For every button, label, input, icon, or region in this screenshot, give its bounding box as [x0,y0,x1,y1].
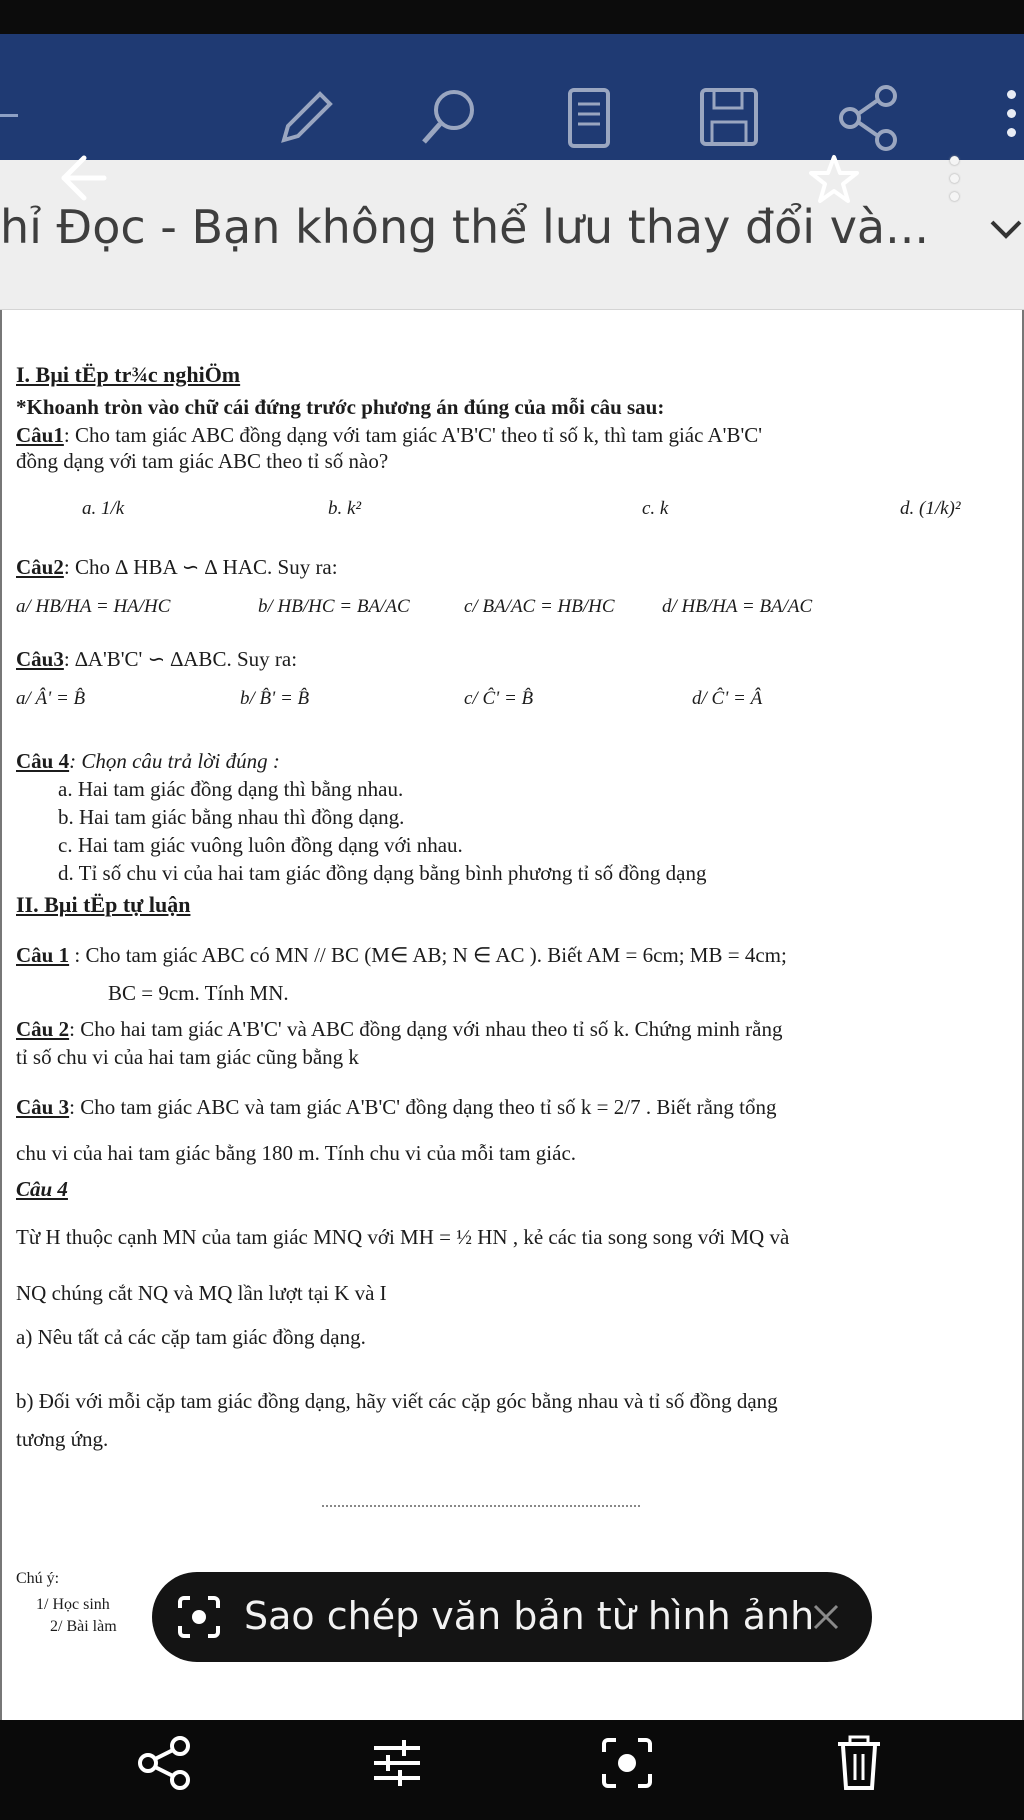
q4-option-b: b. Hai tam giác bằng nhau thì đồng dạng. [58,805,405,829]
question-label: Câu1 [16,423,64,447]
q1-option-c: c. k [642,498,669,519]
problem-4-label: Câu 4 [16,1177,68,1201]
q4-option-d: d. Tỉ số chu vi của hai tam giác đồng dạng bằng bình phương tỉ số đồng dạng [58,861,707,885]
divider [322,1505,640,1507]
q3-option-a: a/ Â' = B̂ [16,688,86,709]
question-text: : Cho tam giác ABC đồng dạng với tam giác A'B'C' theo tỉ số k, thì tam giác A'B'C' [63,423,763,447]
toolbar-edge [0,114,18,117]
problem-3-cont: chu vi của hai tam giác bằng 180 m. Tính chu vi của mỗi tam giác. [16,1141,577,1165]
app-toolbar [0,34,1024,160]
close-icon[interactable] [807,1598,845,1636]
problem-4-cont: NQ chúng cắt NQ và MQ lần lượt tại K và I [16,1281,387,1305]
problem-3 [16,1094,777,1120]
question-1-cont: đồng dạng với tam giác ABC theo tỉ số nào? [16,449,389,473]
problem-text: : Cho tam giác ABC có MN // BC (M∈ AB; N ∈ AC ). Biết AM = 6cm; MB = 4cm; [69,943,787,967]
q4-option-c: c. Hai tam giác vuông luôn đồng dạng với nhau. [58,833,463,857]
question-label: Câu2 [16,555,64,579]
save-icon[interactable] [694,82,764,152]
problem-4: Từ H thuộc cạnh MN của tam giác MNQ với MH = ½ HN , kẻ các tia song song với MQ và [16,1225,790,1249]
search-icon[interactable] [414,82,484,152]
question-text: : Cho ∆ HBA ∽ ∆ HAC. Suy ra: [63,555,338,579]
section-1-title: I. Bµi tËp tr¾c nghiÖm [16,362,241,387]
question-text: : Chọn câu trả lời đúng : [69,749,280,773]
problem-label: Câu 2 [16,1017,70,1041]
question-label: Câu3 [16,647,64,671]
problem-1-cont: BC = 9cm. Tính MN. [108,981,289,1005]
question-label: Câu 4 [16,749,70,773]
q2-option-b: b/ HB/HC = BA/AC [258,596,410,617]
share-icon[interactable] [134,1732,196,1794]
lens-icon[interactable] [596,1732,658,1794]
q3-option-d: d/ Ĉ' = Â [692,688,763,709]
back-arrow-icon[interactable] [54,150,110,206]
overflow-menu-icon[interactable] [1004,90,1018,150]
problem-label: Câu 1 [16,943,70,967]
problem-2 [16,1016,782,1042]
note-2: 2/ Bài làm [50,1618,117,1635]
status-bar [0,0,1024,34]
question-2 [16,554,338,580]
q3-option-c: c/ Ĉ' = B̂ [464,688,534,709]
problem-4-a: a) Nêu tất cả các cặp tam giác đồng dạng. [16,1325,366,1349]
copy-text-from-image-chip[interactable] [152,1572,872,1662]
reader-view-icon[interactable] [554,82,624,152]
q1-option-a: a. 1/k [82,498,125,519]
problem-label: Câu 3 [16,1095,70,1119]
q2-option-c: c/ BA/AC = HB/HC [464,596,615,617]
adjust-icon[interactable] [366,1732,428,1794]
page-title: hỉ Đọc - Bạn không thể lưu thay đổi và... [0,200,929,254]
question-1 [16,422,762,448]
problem-text: : Cho hai tam giác A'B'C' và ABC đồng dạng với nhau theo tỉ số k. Chứng minh rằng [69,1017,783,1041]
question-3 [16,646,297,672]
q3-option-b: b/ B̂' = B̂ [240,688,310,709]
bottom-action-bar [0,1720,1024,1820]
q2-option-a: a/ HB/HA = HA/HC [16,596,171,617]
problem-4-b: b) Đối với mỗi cặp tam giác đồng dạng, hãy viết các cặp góc bằng nhau và tỉ số đồng dạng [16,1389,778,1413]
note-title: Chú ý: [16,1570,60,1587]
share-icon[interactable] [834,82,904,152]
problem-2-cont: tỉ số chu vi của hai tam giác cũng bằng k [16,1045,359,1069]
problem-text: : Cho tam giác ABC và tam giác A'B'C' đồng dạng theo tỉ số k = 2/7 . Biết rằng tổng [69,1095,777,1119]
q1-option-d: d. (1/k)² [900,498,961,519]
lens-icon [174,1592,224,1642]
note-1: 1/ Học sinh [36,1596,110,1613]
document-page [0,310,1024,1720]
q4-option-a: a. Hai tam giác đồng dạng thì bằng nhau. [58,777,404,801]
question-4 [16,748,280,774]
problem-1 [16,942,787,968]
chip-label: Sao chép văn bản từ hình ảnh [244,1594,815,1638]
q2-option-d: d/ HB/HA = BA/AC [662,596,813,617]
delete-icon[interactable] [828,1732,890,1794]
pencil-icon[interactable] [272,82,342,152]
q1-option-b: b. k² [328,498,362,519]
section-2-title: II. Bµi tËp tự luận [16,892,191,917]
question-text: : ∆A'B'C' ∽ ∆ABC. Suy ra: [63,647,298,671]
chevron-down-icon[interactable] [986,214,1024,248]
problem-4-b-cont: tương ứng. [16,1427,109,1451]
instruction: *Khoanh tròn vào chữ cái đứng trước phương án đúng của mỗi câu sau: [16,395,665,419]
